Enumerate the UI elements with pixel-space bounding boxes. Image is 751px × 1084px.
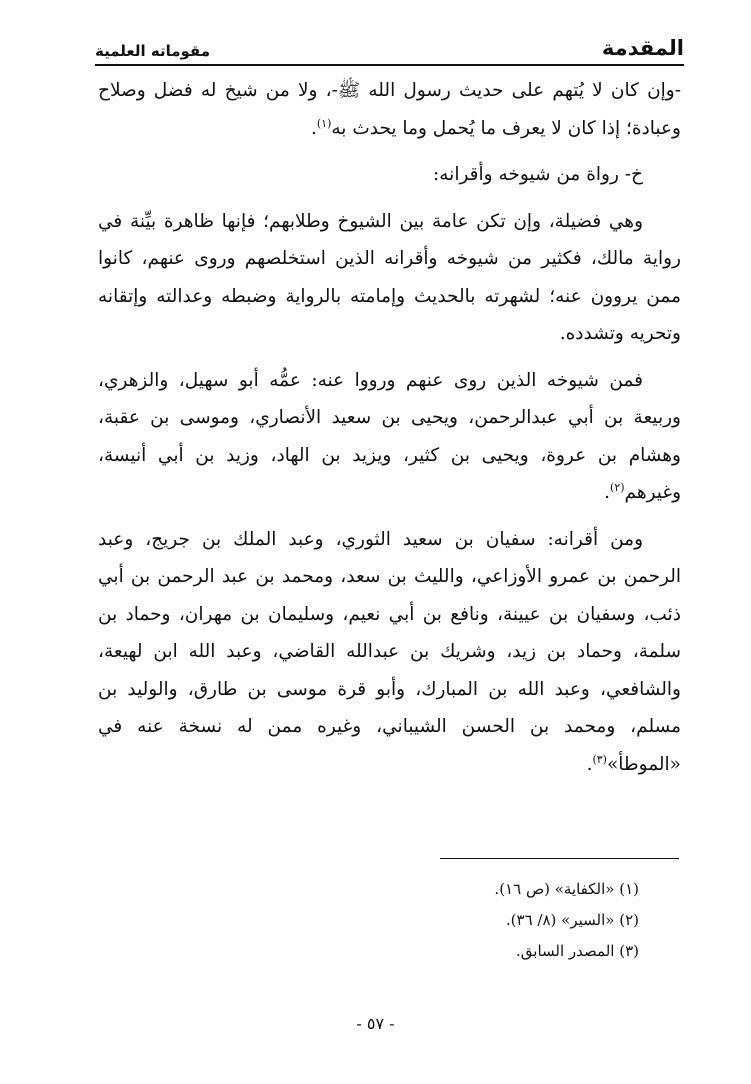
page-number: - ٥٧ -: [356, 1014, 395, 1033]
footnotes: [494, 874, 639, 967]
subheading: خ- رواة من شيوخه وأقرانه:: [433, 164, 643, 185]
paragraph: -وإن كان لا يُتهم على حديث رسول الله ﷺ-، ولا من شيخ له فضل وصلاح وعبادة؛ إذا كان لا يعرف ما يُحمل وما يحدث به$^{(١)}$.: [98, 80, 681, 139]
footnote: (٣) المصدر السابق.: [516, 942, 639, 960]
footnote-ref: (٢): [610, 480, 625, 494]
footnote-ref: (٣): [592, 752, 607, 766]
paragraph: فمن شيوخه الذين روى عنهم ورووا عنه: عمُّه أبو سهيل، والزهري، وربيعة بن أبي عبدالرحمن، ويحيى بن سعيد الأنصاري، وموسى بن عقبة، وهشام بن عروة، ويحيى بن كثير، ويزيد بن الهاد، وزيد بن أبي أنيسة، وغيرهم$^{(٢)}$.: [98, 369, 681, 503]
footnote: (١) «الكفاية» (ص ١٦).: [494, 880, 639, 898]
paragraph: ومن أقرانه: سفيان بن سعيد الثوري، وعبد الملك بن جريج، وعبد الرحمن بن عمرو الأوزاعي، والليث بن سعد، ومحمد بن عبد الرحمن بن أبي ذئب، وسفيان بن عيينة، ونافع بن أبي نعيم، وسليمان بن مهران، وحماد بن سلمة، وحماد بن زيد، وشريك بن عبدالله القاضي، وعبد الله ابن لهيعة، والشافعي، وعبد الله بن المبارك، وأبو قرة موسى بن طارق، والوليد بن مسلم، ومحمد بن الحسن الشيباني، وغيره ممن له نسخة عنه في «الموطأ»$^{(٣)}$.: [98, 528, 681, 775]
footnote: (٢) «السير» (٨/ ٣٦).: [505, 911, 639, 929]
running-header: [95, 26, 684, 66]
paragraph: وهي فضيلة، وإن تكن عامة بين الشيوخ وطلابهم؛ فإنها ظاهرة بيِّنة في رواية مالك، فكثير من شيوخه وأقرانه الذين استخلصهم وروى عنهم، كانوا ممن يروون عنه؛ لشهرته بالحديث وإمامته بالرواية وضبطه وعدالته وإتقانه وتحريه وتشدده.: [98, 210, 681, 344]
footnote-separator: [440, 858, 679, 859]
chapter-title: المقدمة: [601, 36, 684, 60]
paragraph-text: -وإن كان لا يُتهم على حديث رسول الله ﷺ-، ولا من شيخ له فضل وصلاح وعبادة؛ إذا كان لا يعرف ما يُحمل وما يحدث به: [98, 80, 681, 139]
paragraph-text: ومن أقرانه: سفيان بن سعيد الثوري، وعبد الملك بن جريج، وعبد الرحمن بن عمرو الأوزاعي، والليث بن سعد، ومحمد بن عبد الرحمن بن أبي ذئب، وسفيان بن عيينة، ونافع بن أبي نعيم، وسليمان بن مهران، وحماد بن سلمة، وحماد بن زيد، وشريك بن عبدالله القاضي، وعبد الله ابن لهيعة، والشافعي، وعبد الله بن المبارك، وأبو قرة موسى بن طارق، والوليد بن مسلم، ومحمد بن الحسن الشيباني، وغيره ممن له نسخة عنه في «الموطأ»: [98, 528, 681, 775]
section-title: مقوماته العلمية: [95, 42, 210, 60]
main-text: [98, 72, 681, 783]
paragraph-text: فمن شيوخه الذين روى عنهم ورووا عنه: عمُّه أبو سهيل، والزهري، وربيعة بن أبي عبدالرحمن، ويحيى بن سعيد الأنصاري، وموسى بن عقبة، وهشام بن عروة، ويحيى بن كثير، ويزيد بن الهاد، وزيد بن أبي أنيسة، وغيرهم: [98, 369, 681, 503]
footnote-ref: (١): [316, 116, 332, 130]
